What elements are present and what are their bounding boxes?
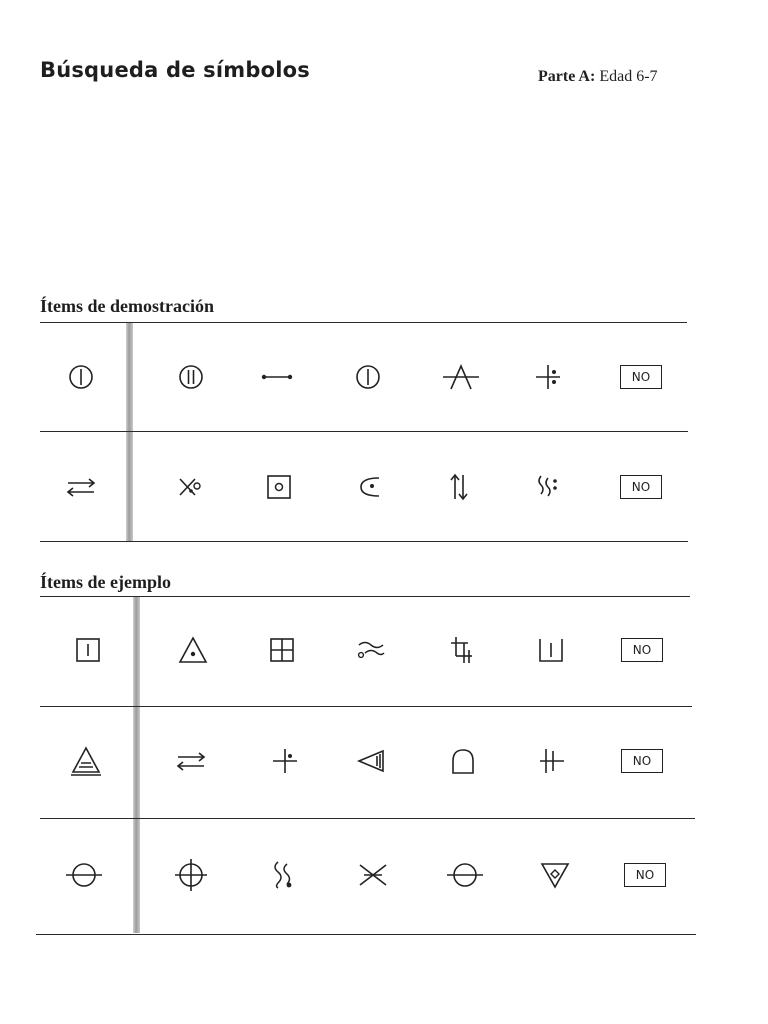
page-title: Búsqueda de símbolos — [40, 58, 310, 82]
sample-row-1 — [40, 620, 690, 680]
demo-bottom-rule — [40, 541, 688, 542]
arc-dot-icon — [335, 457, 405, 517]
demo-top-rule — [40, 322, 687, 323]
h-bar-icon — [517, 731, 587, 791]
part-prefix: Parte A: — [538, 68, 596, 85]
down-triangle-diamond-icon — [520, 845, 590, 905]
crosshair-icon — [156, 845, 226, 905]
square-circle-icon — [244, 457, 314, 517]
cross-circle-icon — [154, 457, 224, 517]
double-wave-dot-icon — [336, 620, 406, 680]
triangle-dot-icon — [158, 620, 228, 680]
triangle-lines-icon — [51, 731, 121, 791]
square-plus-icon — [247, 620, 317, 680]
up-down-arrows-icon — [424, 457, 494, 517]
demo-row-rule — [40, 431, 688, 432]
part-age: Edad 6-7 — [599, 68, 658, 85]
sample-row-rule-2 — [40, 818, 695, 819]
demo-section-title: Ítems de demostración — [40, 296, 214, 316]
circle-bar-icon — [46, 347, 116, 407]
circle-horizontal-line-icon — [49, 845, 119, 905]
cross-dot-icon — [250, 731, 320, 791]
swap-arrows-icon — [46, 457, 116, 517]
sample-bottom-rule — [36, 934, 696, 935]
swap-arrows-icon-2 — [156, 731, 226, 791]
circle-horizontal-line-icon-2 — [430, 845, 500, 905]
open-box-bar-icon — [516, 620, 586, 680]
circle-bar-icon-2 — [333, 347, 403, 407]
demo-row-2 — [40, 457, 690, 517]
no-button-sample-1[interactable]: NO — [621, 638, 663, 662]
square-bar-icon — [53, 620, 123, 680]
plus-dots-icon — [513, 347, 583, 407]
no-button-demo-1[interactable]: NO — [620, 365, 662, 389]
double-s-curve-icon — [248, 845, 318, 905]
left-triangle-bar-icon — [336, 731, 406, 791]
no-button-demo-2[interactable]: NO — [620, 475, 662, 499]
part-label — [538, 68, 658, 86]
sample-row-rule-1 — [40, 706, 692, 707]
crossed-triangle-icon — [426, 347, 496, 407]
sample-section-title: Ítems de ejemplo — [40, 572, 171, 592]
demo-row-1 — [40, 347, 690, 407]
dotted-line-icon — [242, 347, 312, 407]
arch-icon — [428, 731, 498, 791]
circle-double-bar-icon — [156, 347, 226, 407]
hash-corner-icon — [426, 620, 496, 680]
no-button-sample-3[interactable]: NO — [624, 863, 666, 887]
bowtie-cross-icon — [338, 845, 408, 905]
sample-row-3 — [40, 845, 690, 905]
sample-row-2 — [40, 731, 690, 791]
wavy-lines-icon — [513, 457, 583, 517]
no-button-sample-2[interactable]: NO — [621, 749, 663, 773]
